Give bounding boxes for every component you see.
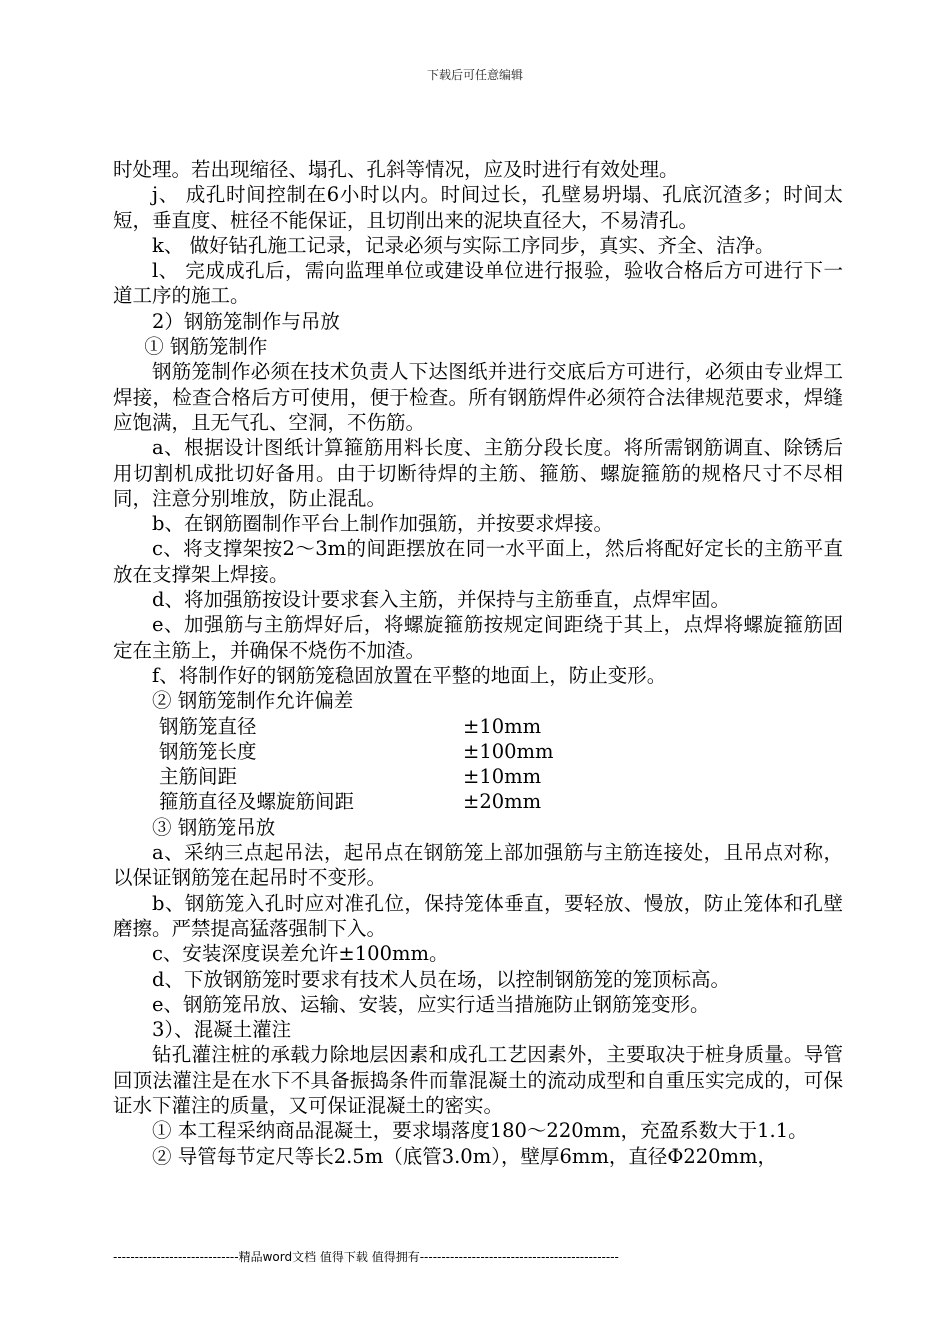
paragraph-continuation: 时处理。若出现缩径、塌孔、孔斜等情况，应及时进行有效处理。 [113, 158, 679, 181]
tolerance-item: 钢筋笼长度 [159, 739, 257, 763]
paragraph-item-l: l、 完成成孔后，需向监理单位或建设单位进行报验，验收合格后方可进行下一道工序的施工。 [113, 259, 843, 308]
tolerance-table [113, 714, 843, 815]
section-heading-2: 2）钢筋笼制作与吊放 [152, 309, 340, 333]
paragraph-lift-e: e、钢筋笼吊放、运输、安装，应实行适当措施防止钢筋笼变形。 [152, 992, 710, 1016]
paragraph-item-a: a、根据设计图纸计算箍筋用料长度、主筋分段长度。将所需钢筋调直、除锈后用切割机成批切好备用。由于切断待焊的主筋、箍筋、螺旋箍筋的规格尺寸不尽相同，注意分别堆放，防止混乱。 [113, 436, 843, 510]
paragraph-concrete-intro: 钻孔灌注桩的承载力除地层因素和成孔工艺因素外，主要取决于桩身质量。导管回顶法灌注是在水下不具备振捣条件而靠混凝土的流动成型和自重压实完成的，可保证水下灌注的质量，又可保证混凝土的密实。 [113, 1043, 843, 1117]
subheading-cage-lifting: ③ 钢筋笼吊放 [152, 815, 276, 839]
paragraph-concrete-2: ② 导管每节定尺等长2.5m（底管3.0m），壁厚6mm，直径Φ220mm， [152, 1144, 778, 1168]
tolerance-row [113, 714, 843, 739]
paragraph-cage-intro: 钢筋笼制作必须在技术负责人下达图纸并进行交底后方可进行，必须由专业焊工焊接，检查合格后方可使用，便于检查。所有钢筋焊件必须符合法律规范要求，焊缝应饱满，且无气孔、空洞，不伤筋。 [113, 360, 843, 434]
paragraph-item-k: k、 做好钻孔施工记录，记录必须与实际工序同步，真实、齐全、洁净。 [152, 233, 775, 257]
paragraph-item-j: j、 成孔时间控制在6小时以内。时间过长，孔壁易坍塌、孔底沉渣多；时间太短，垂直度、桩径不能保证，且切削出来的泥块直径大，不易清孔。 [113, 183, 843, 232]
document-body [113, 157, 843, 1169]
paragraph-lift-d: d、下放钢筋笼时要求有技术人员在场，以控制钢筋笼的笼顶标高。 [152, 967, 730, 991]
paragraph-concrete-1: ① 本工程采纳商品混凝土，要求塌落度180～220mm，充盈系数大于1.1。 [152, 1119, 808, 1143]
tolerance-item: 箍筋直径及螺旋筋间距 [159, 790, 355, 814]
page-header: 下载后可任意编辑 [426, 68, 523, 82]
section-heading-3: 3）、混凝土灌注 [152, 1018, 292, 1042]
paragraph-item-e: e、加强筋与主筋焊好后，将螺旋箍筋按规定间距绕于其上，点焊将螺旋箍筋固定在主筋上，并确保不烧伤不加渣。 [113, 613, 843, 662]
paragraph-item-f: f、将制作好的钢筋笼稳固放置在平整的地面上，防止变形。 [152, 663, 667, 687]
paragraph-item-c: c、将支撑架按2～3m的间距摆放在同一水平面上，然后将配好定长的主筋平直放在支撑架上焊接。 [113, 537, 843, 586]
tolerance-row [113, 789, 843, 814]
paragraph-lift-a: a、采纳三点起吊法，起吊点在钢筋笼上部加强筋与主筋连接处，且吊点对称，以保证钢筋笼在起吊时不变形。 [113, 841, 843, 890]
subheading-tolerance: ② 钢筋笼制作允许偏差 [152, 689, 354, 713]
subheading-cage-fabrication: ① 钢筋笼制作 [144, 335, 268, 359]
tolerance-value: ±20mm [463, 790, 542, 814]
tolerance-item: 主筋间距 [159, 765, 238, 789]
paragraph-lift-b: b、钢筋笼入孔时应对准孔位，保持笼体垂直，要轻放、慢放，防止笼体和孔壁磨擦。严禁提高猛落强制下入。 [113, 891, 843, 940]
tolerance-row [113, 764, 843, 789]
tolerance-value: ±10mm [463, 714, 542, 738]
tolerance-row [113, 739, 843, 764]
paragraph-lift-c: c、安装深度误差允许±100mm。 [152, 942, 449, 966]
tolerance-value: ±10mm [463, 765, 542, 789]
paragraph-item-b: b、在钢筋圈制作平台上制作加强筋，并按要求焊接。 [152, 512, 613, 536]
page-footer: -----------------------------精品word文档 值得下载 值得拥有---------------------------------------------- [113, 1250, 619, 1264]
tolerance-value: ±100mm [463, 739, 554, 763]
paragraph-item-d: d、将加强筋按设计要求套入主筋，并保持与主筋垂直，点焊牢固。 [152, 588, 730, 612]
tolerance-item: 钢筋笼直径 [159, 714, 257, 738]
